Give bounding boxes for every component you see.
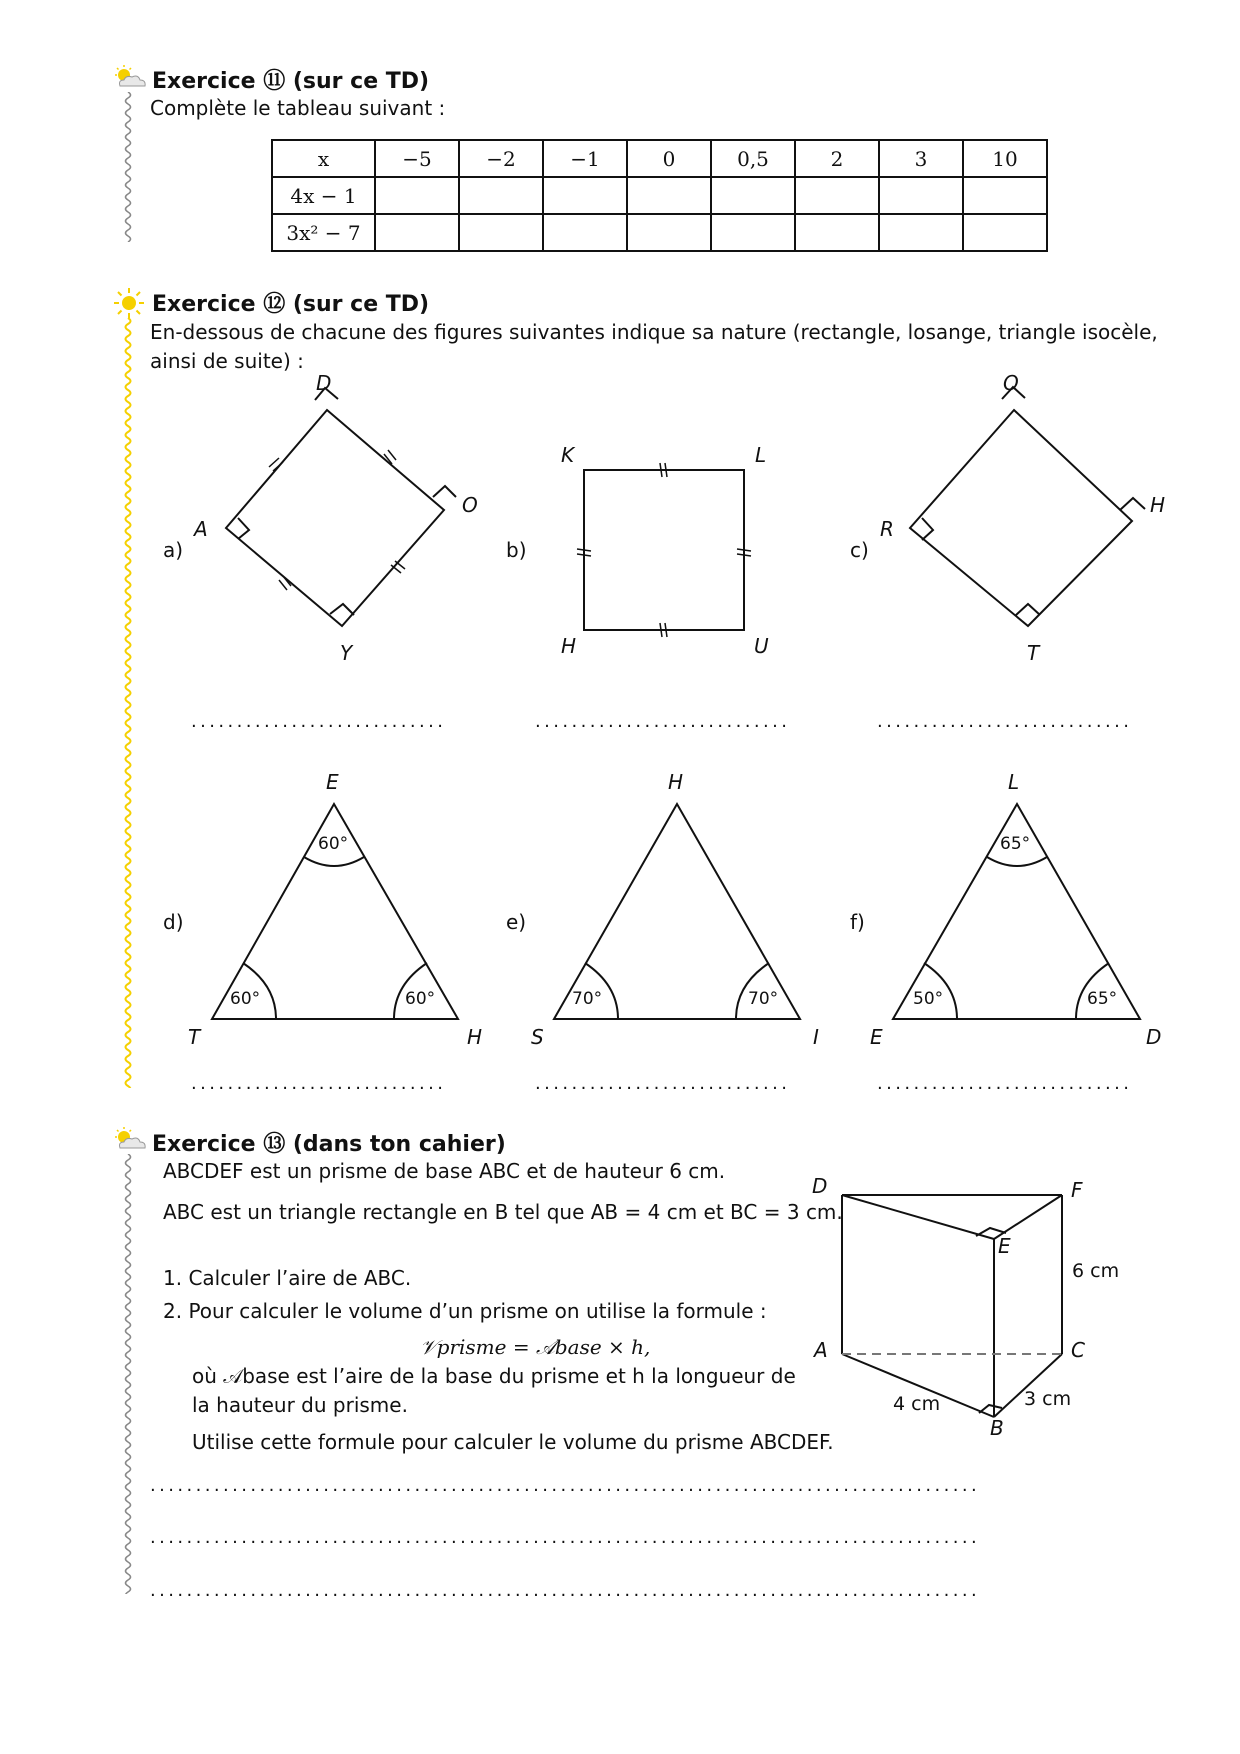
- volume-formula: 𝒱prisme = 𝒜base × h,: [420, 1335, 651, 1359]
- angle-label: 70°: [748, 989, 779, 1009]
- vertex-label: D: [316, 371, 332, 395]
- vertex-label: U: [754, 634, 769, 658]
- vertex-label: H: [467, 1025, 483, 1049]
- vertex-label: H: [668, 770, 684, 794]
- answer-line-e[interactable]: ............................: [535, 1073, 791, 1094]
- angle-label: 60°: [318, 834, 349, 854]
- vertex-label: O: [1003, 371, 1019, 395]
- vertex-label: K: [561, 443, 575, 467]
- answer-line-a[interactable]: ............................: [191, 711, 447, 732]
- margin-wave-ex13: [122, 1154, 134, 1594]
- ex13-title: Exercice ⑬ (dans ton cahier): [152, 1132, 506, 1157]
- vertex-label: O: [462, 493, 478, 517]
- angle-label: 65°: [1000, 834, 1031, 854]
- table-header-cell: 10: [963, 140, 1047, 177]
- figure-a-tag: a): [163, 538, 184, 562]
- vertex-label: F: [1071, 1178, 1083, 1202]
- table-header-cell: 3: [879, 140, 963, 177]
- vertex-label: H: [561, 634, 577, 658]
- vertex-label: D: [1146, 1025, 1162, 1049]
- angle-label: 50°: [913, 989, 944, 1009]
- vertex-label: T: [188, 1025, 201, 1049]
- vertex-label: E: [870, 1025, 883, 1049]
- figure-b-tag: b): [506, 538, 527, 562]
- ex11-title: Exercice ⑪ (sur ce TD): [152, 69, 430, 94]
- ex12-instruction: En-dessous de chacune des figures suivantes indique sa nature (rectangle, losange, triangle isocèle, ainsi de suite) :: [150, 320, 1158, 373]
- figure-a-square: [226, 410, 444, 626]
- table-header-cell: −2: [459, 140, 543, 177]
- figure-d-tag: d): [163, 910, 184, 934]
- answer-line-d[interactable]: ............................: [191, 1073, 447, 1094]
- vertex-label: L: [755, 443, 767, 467]
- dimension-label: 6 cm: [1072, 1260, 1120, 1282]
- angle-label: 65°: [1087, 989, 1118, 1009]
- ex13-explain: où 𝒜base est l’aire de la base du prisme et h la longueur de la hauteur du prisme.: [192, 1364, 796, 1417]
- vertex-label: A: [814, 1338, 828, 1362]
- answer-line-b[interactable]: ............................: [535, 711, 791, 732]
- figure-f-tag: f): [850, 910, 865, 934]
- ex13-q1: 1. Calculer l’aire de ABC.: [163, 1266, 412, 1290]
- vertex-label: H: [1150, 493, 1166, 517]
- ex11-instruction: Complète le tableau suivant :: [150, 96, 446, 120]
- figure-c-tag: c): [850, 538, 869, 562]
- ex13-line1: ABCDEF est un prisme de base ABC et de hauteur 6 cm.: [163, 1159, 726, 1183]
- answer-line[interactable]: ...........................................................................................: [150, 1527, 981, 1548]
- vertex-label: R: [880, 517, 894, 541]
- answer-line-c[interactable]: ............................: [877, 711, 1133, 732]
- figure-e-tag: e): [506, 910, 527, 934]
- ex13-use: Utilise cette formule pour calculer le volume du prisme ABCDEF.: [192, 1430, 834, 1454]
- answer-line[interactable]: ...........................................................................................: [150, 1475, 981, 1496]
- cloud-sun-icon: [112, 1126, 148, 1152]
- ex13-line2: ABC est un triangle rectangle en B tel que AB = 4 cm et BC = 3 cm.: [163, 1200, 843, 1224]
- dimension-label: 4 cm: [893, 1393, 941, 1415]
- prism-figure: [842, 1195, 1062, 1417]
- vertex-label: Y: [340, 641, 353, 665]
- table-row-label: 3x² − 7: [272, 214, 375, 251]
- answer-line[interactable]: ...........................................................................................: [150, 1580, 981, 1601]
- table-header-cell: −1: [543, 140, 627, 177]
- dimension-label: 3 cm: [1024, 1388, 1072, 1410]
- vertex-label: I: [813, 1025, 819, 1049]
- vertex-label: D: [812, 1174, 828, 1198]
- figure-b-square: [584, 470, 744, 630]
- vertex-label: E: [998, 1234, 1011, 1258]
- vertex-label: S: [531, 1025, 544, 1049]
- angle-label: 60°: [405, 989, 436, 1009]
- vertex-label: A: [194, 517, 208, 541]
- table-row-label: 4x − 1: [272, 177, 375, 214]
- table-header-cell: 2: [795, 140, 879, 177]
- ex13-q2: 2. Pour calculer le volume d’un prisme on utilise la formule :: [163, 1299, 767, 1323]
- table-header-cell: 0: [627, 140, 711, 177]
- table-header-cell: 0,5: [711, 140, 795, 177]
- vertex-label: C: [1071, 1338, 1085, 1362]
- table-header-cell: −5: [375, 140, 459, 177]
- answer-line-f[interactable]: ............................: [877, 1073, 1133, 1094]
- vertex-label: E: [326, 770, 339, 794]
- table-header-cell: x: [272, 140, 375, 177]
- figure-e-triangle: [554, 804, 800, 1019]
- vertex-label: L: [1008, 770, 1020, 794]
- vertex-label: B: [990, 1416, 1004, 1440]
- angle-label: 70°: [572, 989, 603, 1009]
- ex12-title: Exercice ⑫ (sur ce TD): [152, 292, 430, 317]
- angle-label: 60°: [230, 989, 261, 1009]
- vertex-label: T: [1027, 641, 1040, 665]
- figure-c-rectangle: [910, 410, 1132, 626]
